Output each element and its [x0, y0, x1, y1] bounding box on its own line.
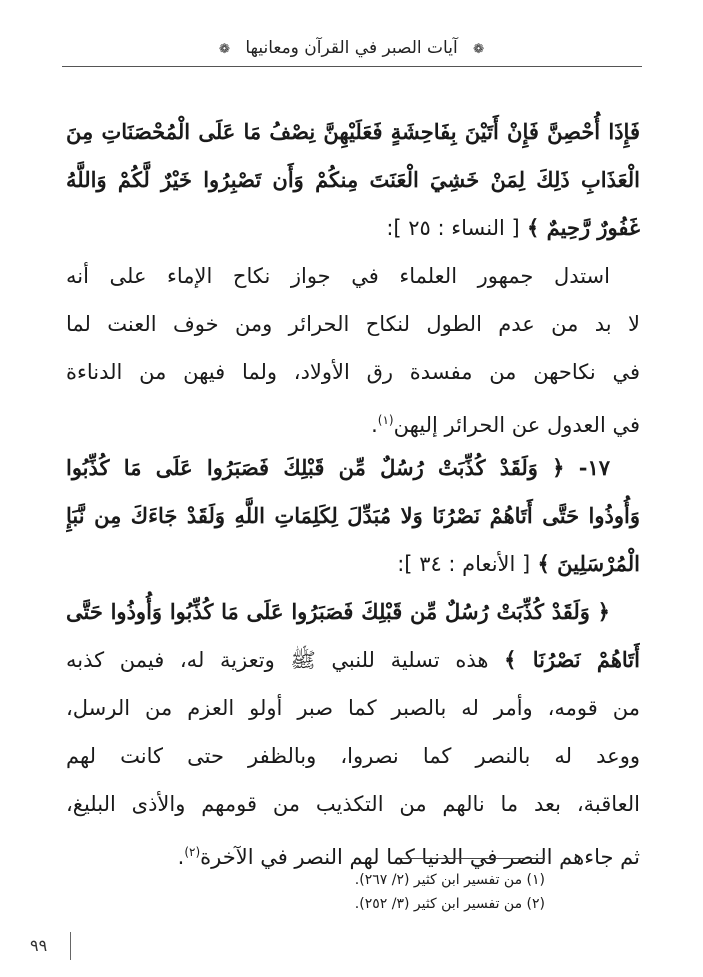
text-line: ووعد له بالنصر كما نصروا، وبالظفر حتى كانت لهم: [66, 744, 640, 768]
text-line: أَتَاهُمْ نَصْرُنَا ﴾ هذه تسلية للنبي ﷺ وتعزية له، فيمن كذبه: [66, 647, 640, 672]
footnote: (١) من تفسير ابن كثير (٢/ ٢٦٧).: [354, 872, 545, 888]
verse-reference: [ النساء : ٢٥ ]:: [386, 216, 520, 240]
text-line: ١٧- ﴿ وَلَقَدْ كُذِّبَتْ رُسُلٌ مِّن قَبْلِكَ فَصَبَرُوا عَلَى مَا كُذِّبُوا: [66, 455, 610, 480]
ornament-icon: ❁: [219, 42, 230, 57]
page-number: ٩٩: [30, 936, 48, 955]
footnote: (٢) من تفسير ابن كثير (٣/ ٢٥٢).: [354, 896, 545, 912]
text-line: في نكاحهن من مفسدة رق الأولاد، ولما فيهن من الدناءة: [66, 360, 640, 384]
text-line: غَفُورٌ رَّحِيمٌ ﴾ [ النساء : ٢٥ ]:: [386, 215, 640, 240]
page-number-divider: [70, 932, 71, 960]
text-line: ﴿ وَلَقَدْ كُذِّبَتْ رُسُلٌ مِّن قَبْلِكَ فَصَبَرُوا عَلَى مَا كُذِّبُوا وَأُوذُوا حَتَّى: [66, 599, 610, 624]
text-line: في العدول عن الحرائر إليهن$^{(١)}$.: [371, 413, 640, 437]
footnote-marker: (١): [377, 413, 394, 427]
text-line: استدل جمهور العلماء في جواز نكاح الإماء على أنه: [66, 264, 610, 288]
footnote-divider: [400, 858, 545, 859]
text-line: العاقبة، بعد ما نالهم من التكذيب من قومهم والأذى البليغ،: [66, 792, 640, 816]
footnote-marker: (٢): [184, 845, 201, 859]
text-line: ثم جاءهم النصر في الدنيا كما لهم النصر في الآخرة$^{(٢)}$.: [177, 845, 640, 869]
page-body: [66, 108, 640, 876]
ornament-icon: ❁: [473, 42, 484, 57]
text-line: لا بد من عدم الطول لنكاح الحرائر ومن خوف العنت لما: [66, 312, 640, 336]
text-line: الْمُرْسَلِينَ ﴾ [ الأنعام : ٣٤ ]:: [397, 551, 640, 576]
text-line: من قومه، وأمر له بالصبر كما صبر أولو العزم من الرسل،: [66, 696, 640, 720]
text-line: وَأُوذُوا حَتَّى أَتَاهُمْ نَصْرُنَا وَلا مُبَدِّلَ لِكَلِمَاتِ اللَّهِ وَلَقَدْ جَاءَكَ مِن نَّبَإِ: [66, 503, 640, 528]
header-title: آيات الصبر في القرآن ومعانيها: [245, 38, 458, 58]
verse-reference: [ الأنعام : ٣٤ ]:: [397, 552, 531, 576]
running-header: [0, 38, 703, 58]
header-divider: [62, 66, 642, 67]
text-line: فَإِذَا أُحْصِنَّ فَإِنْ أَتَيْنَ بِفَاحِشَةٍ فَعَلَيْهِنَّ نِصْفُ مَا عَلَى الْمُحْصَنَاتِ مِنَ: [66, 119, 640, 144]
text-line: الْعَذَابِ ذَلِكَ لِمَنْ خَشِيَ الْعَنَتَ مِنكُمْ وَأَن تَصْبِرُوا خَيْرٌ لَّكُمْ وَاللَّهُ: [66, 167, 640, 192]
footnotes: [200, 868, 545, 916]
